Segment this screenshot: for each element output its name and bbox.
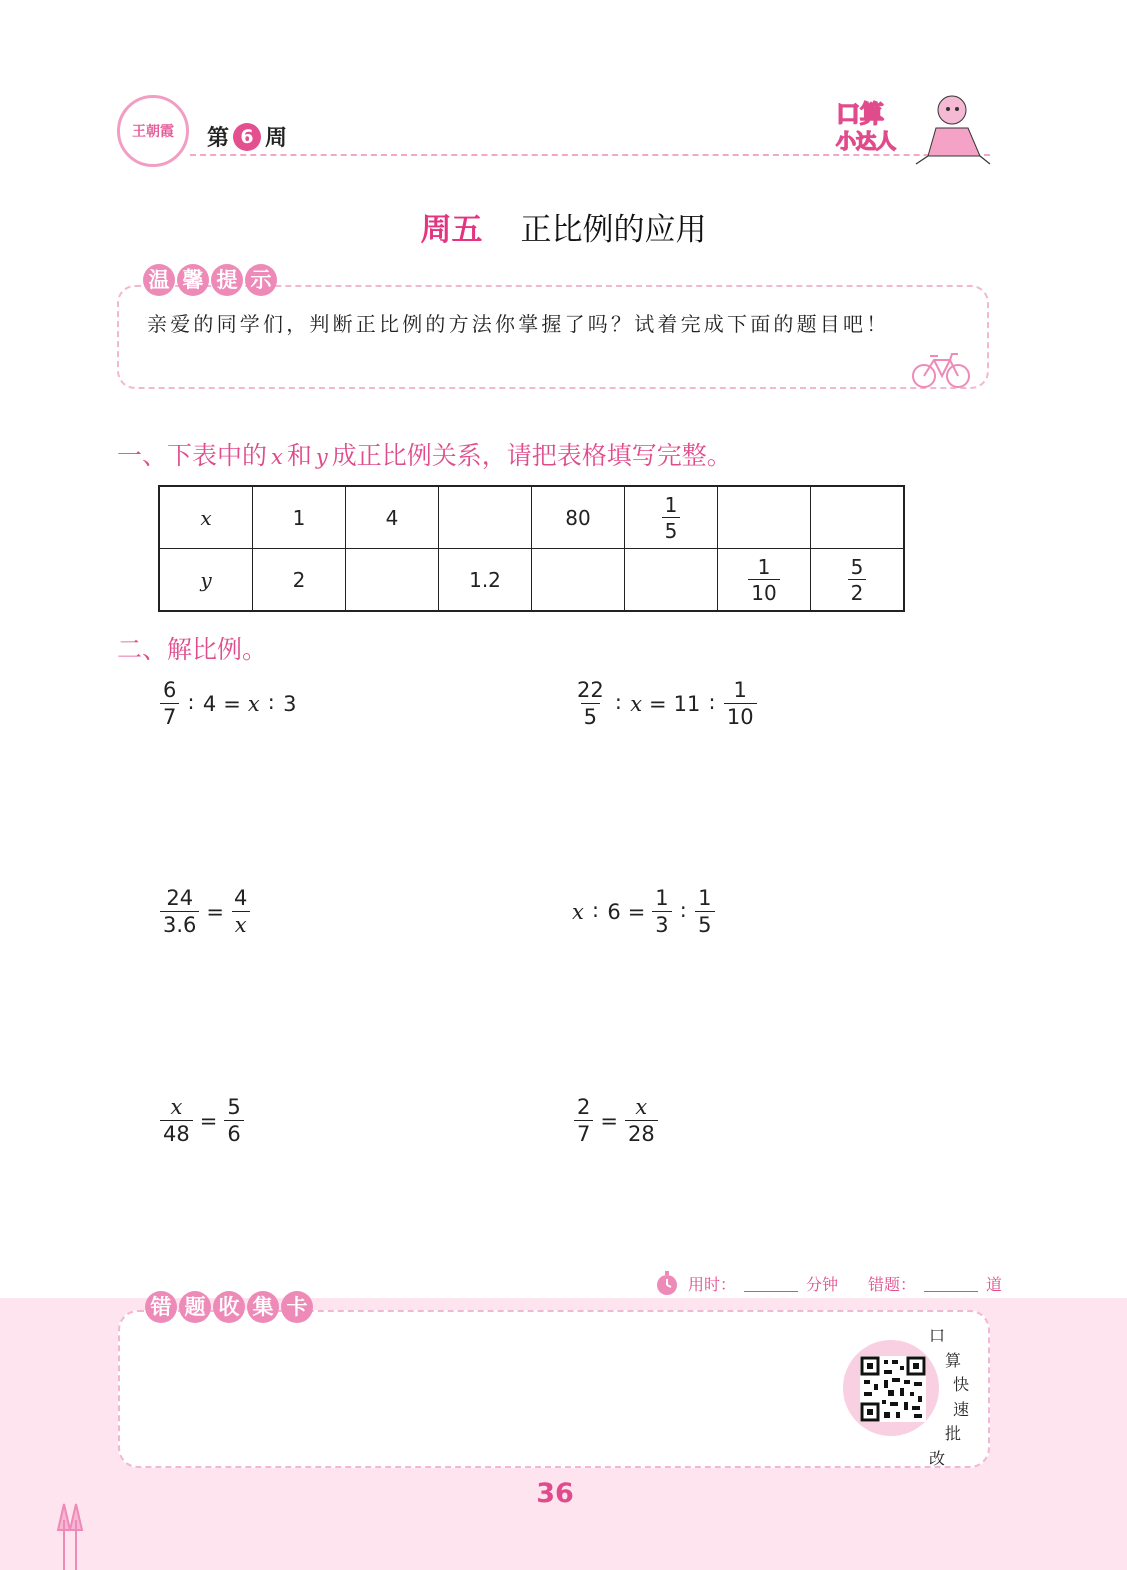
variable: x <box>247 692 260 716</box>
equation-1 <box>160 680 297 728</box>
week-number-badge: 6 <box>233 123 261 151</box>
table-cell-blank[interactable] <box>718 486 811 549</box>
title-topic: 正比例的应用 <box>520 212 707 248</box>
qr-caption-char: 口 <box>929 1326 946 1345</box>
equation-6 <box>574 1097 658 1145</box>
title-day: 周五 <box>420 212 483 248</box>
week-label <box>207 121 287 152</box>
timer-row <box>654 1270 1002 1296</box>
colon: ∶ <box>615 692 622 716</box>
table-row-x <box>159 486 904 549</box>
fraction: $\frac{1}{5}$ <box>662 495 681 541</box>
table-cell-blank[interactable] <box>811 486 905 549</box>
equals: = <box>223 692 241 716</box>
section1-var-x: x <box>271 445 283 469</box>
colon: ∶ <box>680 900 687 924</box>
card-badge-char: 集 <box>247 1291 279 1323</box>
bicycle-icon <box>910 350 972 390</box>
publisher-seal-logo <box>117 95 189 167</box>
tip-text: 亲爱的同学们，判断正比例的方法你掌握了吗？试着完成下面的题目吧！ <box>147 312 890 336</box>
table-cell-blank[interactable] <box>625 549 718 612</box>
table-cell: 1 <box>253 486 346 549</box>
number: 4 <box>202 692 217 716</box>
tip-box <box>117 285 989 389</box>
fraction: $\frac{x}{48}$ <box>160 1097 193 1145</box>
fraction: $\frac{5}{6}$ <box>224 1097 243 1145</box>
fraction: $\frac{1}{10}$ <box>724 680 757 728</box>
qr-caption-char: 快 <box>953 1375 970 1394</box>
time-unit: 分钟 <box>806 1274 839 1294</box>
colon: ∶ <box>188 692 194 716</box>
brand-logo <box>832 92 992 168</box>
section1-text-a: 一、下表中的 <box>117 441 268 470</box>
tip-badge-char: 提 <box>211 264 243 296</box>
qr-caption-char: 算 <box>945 1350 962 1370</box>
arrow-up-icon <box>54 1500 90 1570</box>
week-prefix: 第 <box>207 126 230 151</box>
table-cell-blank[interactable] <box>532 549 625 612</box>
time-label: 用时： <box>688 1274 737 1294</box>
qr-caption-char: 批 <box>945 1424 962 1443</box>
fraction: $\frac{6}{7}$ <box>160 680 179 728</box>
errors-blank[interactable] <box>924 1275 978 1292</box>
equals: = <box>206 900 225 924</box>
table-cell-fraction <box>811 549 905 612</box>
equals: = <box>600 1109 618 1133</box>
errors-unit: 道 <box>986 1274 1003 1294</box>
equation-2 <box>574 680 757 728</box>
fraction: $\frac{5}{2}$ <box>848 557 867 603</box>
errors-label: 错题： <box>868 1274 917 1294</box>
qr-caption-char: 改 <box>929 1448 946 1468</box>
equation-3 <box>160 888 250 936</box>
fraction: $\frac{1}{5}$ <box>695 888 714 936</box>
table-cell: 2 <box>253 549 346 612</box>
card-badge-char: 题 <box>179 1291 211 1323</box>
stopwatch-icon <box>654 1270 680 1296</box>
page-title <box>0 204 1127 249</box>
section1-text-and: 和 <box>286 441 312 470</box>
section1-heading <box>117 436 732 472</box>
table-cell-fraction <box>718 549 811 612</box>
seal-text: 王朝霞 <box>132 124 174 140</box>
number: 3 <box>283 692 297 716</box>
proportion-table <box>158 485 905 612</box>
brand-line2: 小达人 <box>836 129 896 153</box>
fraction: $\frac{1}{10}$ <box>748 557 779 603</box>
qr-caption-char: 速 <box>953 1399 970 1419</box>
section2-heading: 二、解比例。 <box>117 635 268 664</box>
fraction: $\frac{2}{7}$ <box>574 1097 593 1145</box>
number: 6 <box>607 900 621 924</box>
table-cell: 4 <box>346 486 439 549</box>
row-label-y: y <box>159 549 253 612</box>
card-badge <box>145 1291 313 1323</box>
tip-badge <box>143 264 277 296</box>
variable: x <box>572 900 584 924</box>
equals: = <box>649 692 667 716</box>
fraction: $\frac{22}{5}$ <box>577 678 604 729</box>
number: 11 <box>673 692 701 716</box>
table-cell-blank[interactable] <box>439 486 532 549</box>
colon: ∶ <box>268 692 275 716</box>
table-row-y <box>159 549 904 612</box>
table-cell: 80 <box>532 486 625 549</box>
card-badge-char: 卡 <box>281 1291 313 1323</box>
section1-var-y: y <box>315 445 328 469</box>
card-badge-char: 错 <box>145 1291 177 1323</box>
week-suffix: 周 <box>265 126 288 151</box>
tip-badge-char: 馨 <box>177 264 209 296</box>
qr-code-icon[interactable] <box>860 1356 926 1422</box>
variable: x <box>630 692 643 716</box>
card-badge-char: 收 <box>213 1291 245 1323</box>
equals: = <box>199 1109 218 1133</box>
qr-caption <box>927 1324 970 1471</box>
equals: = <box>627 900 646 924</box>
row-label-x: x <box>159 486 253 549</box>
equation-4 <box>572 888 715 936</box>
section1-text-b: 成正比例关系，请把表格填写完整。 <box>331 441 732 470</box>
tip-badge-char: 温 <box>143 264 175 296</box>
fraction: $\frac{x}{28}$ <box>625 1097 658 1145</box>
brand-line1: 口算 <box>836 100 884 128</box>
page-number: 36 <box>536 1478 574 1509</box>
table-cell-blank[interactable] <box>346 549 439 612</box>
fraction: $\frac{1}{3}$ <box>652 888 671 936</box>
equation-5 <box>160 1097 244 1145</box>
table-cell: 1.2 <box>439 549 532 612</box>
colon: ∶ <box>592 900 599 924</box>
colon: ∶ <box>709 692 715 716</box>
tip-badge-char: 示 <box>245 264 277 296</box>
table-cell-fraction <box>625 486 718 549</box>
fraction: $\frac{24}{3.6}$ <box>160 888 199 936</box>
time-blank[interactable] <box>744 1275 798 1292</box>
fraction: $\frac{4}{x}$ <box>231 888 250 936</box>
